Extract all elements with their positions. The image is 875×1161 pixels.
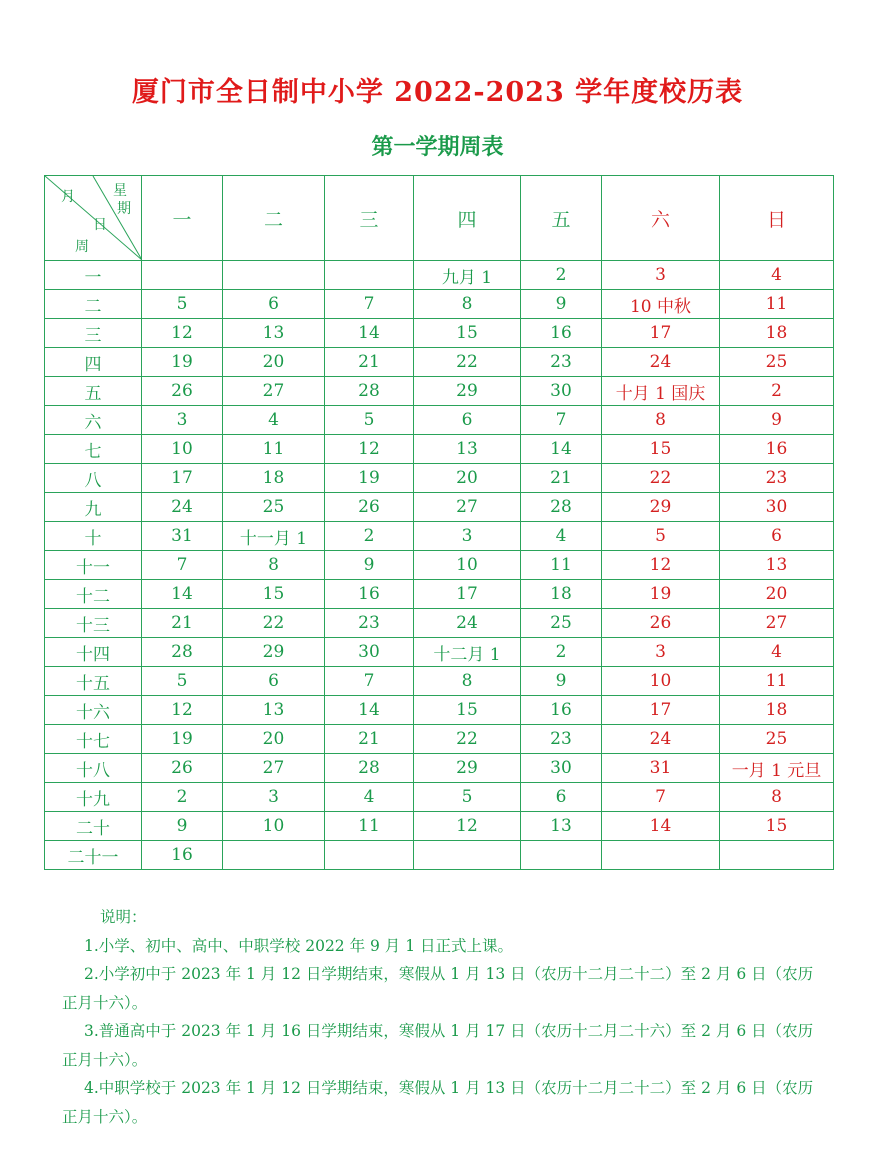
day-cell: 28 [142, 638, 223, 667]
day-cell: 11 [325, 812, 414, 841]
weekend-day-cell: 19 [602, 580, 720, 609]
week-label: 二十一 [45, 841, 142, 870]
week-row [45, 725, 834, 754]
day-cell: 7 [142, 551, 223, 580]
day-cell: 15 [223, 580, 325, 609]
weekend-day-cell: 17 [602, 696, 720, 725]
day-cell: 13 [223, 696, 325, 725]
weekend-day-cell: 31 [602, 754, 720, 783]
day-cell: 25 [223, 493, 325, 522]
day-cell: 16 [521, 696, 602, 725]
day-cell: 26 [142, 377, 223, 406]
week-label: 十三 [45, 609, 142, 638]
day-cell: 9 [521, 290, 602, 319]
weekday-header-tue: 二 [223, 176, 325, 261]
day-cell [325, 261, 414, 290]
day-cell: 29 [414, 377, 521, 406]
day-cell: 5 [414, 783, 521, 812]
day-cell [521, 841, 602, 870]
day-cell: 21 [325, 725, 414, 754]
day-cell: 22 [414, 725, 521, 754]
note-item-2: 2.小学初中于 2023 年 1 月 12 日学期结束，寒假从 1 月 13 日（农历十二月二十二）至 2 月 6 日（农历正月十六）。 [62, 965, 814, 1012]
day-cell: 8 [223, 551, 325, 580]
weekend-day-cell: 3 [602, 261, 720, 290]
week-row [45, 348, 834, 377]
day-cell: 20 [223, 348, 325, 377]
day-cell: 15 [414, 696, 521, 725]
day-cell: 9 [325, 551, 414, 580]
weekday-header-thu: 四 [414, 176, 521, 261]
weekend-day-cell: 16 [720, 435, 834, 464]
note-item-1: 1.小学、初中、高中、中职学校 2022 年 9 月 1 日正式上课。 [84, 936, 514, 955]
weekend-day-cell: 29 [602, 493, 720, 522]
day-cell: 12 [142, 319, 223, 348]
week-label: 十五 [45, 667, 142, 696]
day-cell: 19 [142, 725, 223, 754]
day-cell: 16 [325, 580, 414, 609]
week-row [45, 406, 834, 435]
day-cell: 11 [223, 435, 325, 464]
weekend-day-cell: 13 [720, 551, 834, 580]
weekend-day-cell: 25 [720, 725, 834, 754]
day-cell: 10 [142, 435, 223, 464]
weekday-header-mon: 一 [142, 176, 223, 261]
day-cell: 11 [521, 551, 602, 580]
day-cell: 25 [521, 609, 602, 638]
day-cell: 16 [142, 841, 223, 870]
day-cell: 3 [223, 783, 325, 812]
weekend-day-cell: 一月 1 元旦 [720, 754, 834, 783]
day-cell: 2 [325, 522, 414, 551]
day-cell: 28 [325, 377, 414, 406]
day-cell: 23 [521, 725, 602, 754]
day-cell: 20 [223, 725, 325, 754]
day-cell: 24 [414, 609, 521, 638]
day-cell: 6 [414, 406, 521, 435]
day-cell: 5 [325, 406, 414, 435]
day-cell: 2 [521, 638, 602, 667]
weekday-header-sun: 日 [720, 176, 834, 261]
day-cell: 7 [325, 667, 414, 696]
week-label: 五 [45, 377, 142, 406]
week-row [45, 435, 834, 464]
week-row [45, 812, 834, 841]
weekday-header-wed: 三 [325, 176, 414, 261]
day-cell: 2 [142, 783, 223, 812]
week-label: 十四 [45, 638, 142, 667]
day-cell: 15 [414, 319, 521, 348]
week-label: 六 [45, 406, 142, 435]
day-cell: 7 [325, 290, 414, 319]
day-cell: 21 [521, 464, 602, 493]
week-row [45, 754, 834, 783]
week-label: 十七 [45, 725, 142, 754]
day-cell: 24 [142, 493, 223, 522]
day-cell: 26 [142, 754, 223, 783]
week-label: 二 [45, 290, 142, 319]
day-cell: 10 [414, 551, 521, 580]
notes-heading: 说明： [100, 908, 147, 926]
day-cell: 21 [142, 609, 223, 638]
weekend-day-cell: 7 [602, 783, 720, 812]
day-cell: 8 [414, 667, 521, 696]
week-row [45, 551, 834, 580]
week-row [45, 290, 834, 319]
day-cell: 29 [414, 754, 521, 783]
day-cell: 14 [142, 580, 223, 609]
day-cell: 30 [521, 754, 602, 783]
day-cell: 9 [142, 812, 223, 841]
day-cell: 4 [223, 406, 325, 435]
weekend-day-cell: 11 [720, 667, 834, 696]
day-cell: 4 [325, 783, 414, 812]
day-cell: 27 [414, 493, 521, 522]
calendar-table [44, 175, 834, 870]
day-cell: 14 [521, 435, 602, 464]
week-label: 十一 [45, 551, 142, 580]
week-row [45, 261, 834, 290]
day-cell: 3 [414, 522, 521, 551]
day-cell: 20 [414, 464, 521, 493]
weekend-day-cell: 17 [602, 319, 720, 348]
corner-cell [45, 176, 142, 261]
weekend-day-cell: 24 [602, 725, 720, 754]
week-label: 十二 [45, 580, 142, 609]
day-cell: 2 [521, 261, 602, 290]
weekend-day-cell: 10 中秋 [602, 290, 720, 319]
week-row [45, 580, 834, 609]
day-cell: 27 [223, 377, 325, 406]
weekend-day-cell: 15 [602, 435, 720, 464]
day-cell: 23 [325, 609, 414, 638]
day-cell: 19 [142, 348, 223, 377]
weekend-day-cell: 24 [602, 348, 720, 377]
day-cell: 12 [414, 812, 521, 841]
day-cell: 5 [142, 667, 223, 696]
week-label: 十六 [45, 696, 142, 725]
corner-month-label: 月 [61, 189, 75, 205]
weekend-day-cell: 4 [720, 261, 834, 290]
weekend-day-cell: 9 [720, 406, 834, 435]
weekend-day-cell: 15 [720, 812, 834, 841]
day-cell: 6 [223, 667, 325, 696]
week-label: 九 [45, 493, 142, 522]
week-row [45, 464, 834, 493]
day-cell: 26 [325, 493, 414, 522]
day-cell: 6 [521, 783, 602, 812]
notes-section [62, 903, 822, 1131]
day-cell: 28 [325, 754, 414, 783]
weekday-header-sat: 六 [602, 176, 720, 261]
weekend-day-cell: 30 [720, 493, 834, 522]
note-item-4: 4.中职学校于 2023 年 1 月 12 日学期结束，寒假从 1 月 13 日（农历十二月二十二）至 2 月 6 日（农历正月十六）。 [62, 1079, 814, 1126]
day-cell: 29 [223, 638, 325, 667]
weekend-day-cell: 8 [720, 783, 834, 812]
day-cell: 17 [142, 464, 223, 493]
weekend-day-cell [602, 841, 720, 870]
day-cell: 27 [223, 754, 325, 783]
day-cell [142, 261, 223, 290]
day-cell: 18 [223, 464, 325, 493]
header-row [45, 176, 834, 261]
weekend-day-cell: 4 [720, 638, 834, 667]
day-cell: 8 [414, 290, 521, 319]
day-cell: 5 [142, 290, 223, 319]
day-cell: 14 [325, 319, 414, 348]
week-row [45, 377, 834, 406]
weekend-day-cell: 25 [720, 348, 834, 377]
note-item-3: 3.普通高中于 2023 年 1 月 16 日学期结束，寒假从 1 月 17 日（农历十二月二十六）至 2 月 6 日（农历正月十六）。 [62, 1022, 814, 1069]
day-cell [325, 841, 414, 870]
weekend-day-cell: 23 [720, 464, 834, 493]
week-row [45, 522, 834, 551]
week-label: 二十 [45, 812, 142, 841]
day-cell: 13 [223, 319, 325, 348]
day-cell: 14 [325, 696, 414, 725]
week-label: 八 [45, 464, 142, 493]
week-label: 七 [45, 435, 142, 464]
day-cell: 12 [142, 696, 223, 725]
weekend-day-cell: 12 [602, 551, 720, 580]
weekend-day-cell: 22 [602, 464, 720, 493]
weekday-header-fri: 五 [521, 176, 602, 261]
week-row [45, 696, 834, 725]
week-row [45, 667, 834, 696]
page-title: 厦门市全日制中小学 2022-2023 学年度校历表 [131, 77, 744, 108]
weekend-day-cell: 20 [720, 580, 834, 609]
day-cell: 12 [325, 435, 414, 464]
day-cell: 28 [521, 493, 602, 522]
day-cell: 10 [223, 812, 325, 841]
weekend-day-cell: 14 [602, 812, 720, 841]
day-cell: 3 [142, 406, 223, 435]
day-cell: 13 [414, 435, 521, 464]
weekend-day-cell: 18 [720, 319, 834, 348]
day-cell: 22 [414, 348, 521, 377]
weekend-day-cell: 8 [602, 406, 720, 435]
day-cell: 13 [521, 812, 602, 841]
day-cell: 9 [521, 667, 602, 696]
weekend-day-cell [720, 841, 834, 870]
week-row [45, 841, 834, 870]
week-label: 一 [45, 261, 142, 290]
weekend-day-cell: 27 [720, 609, 834, 638]
week-label: 十八 [45, 754, 142, 783]
day-cell: 十一月 1 [223, 522, 325, 551]
day-cell: 17 [414, 580, 521, 609]
day-cell: 30 [521, 377, 602, 406]
day-cell: 18 [521, 580, 602, 609]
week-row [45, 638, 834, 667]
page-subtitle: 第一学期周表 [371, 134, 504, 160]
weekend-day-cell: 11 [720, 290, 834, 319]
weekend-day-cell: 5 [602, 522, 720, 551]
day-cell: 30 [325, 638, 414, 667]
weekend-day-cell: 18 [720, 696, 834, 725]
day-cell: 7 [521, 406, 602, 435]
day-cell: 23 [521, 348, 602, 377]
week-row [45, 609, 834, 638]
weekend-day-cell: 2 [720, 377, 834, 406]
day-cell: 31 [142, 522, 223, 551]
day-cell [223, 841, 325, 870]
day-cell: 16 [521, 319, 602, 348]
week-label: 四 [45, 348, 142, 377]
weekend-day-cell: 3 [602, 638, 720, 667]
day-cell: 19 [325, 464, 414, 493]
weekend-day-cell: 26 [602, 609, 720, 638]
day-cell: 6 [223, 290, 325, 319]
day-cell: 十二月 1 [414, 638, 521, 667]
weekend-day-cell: 6 [720, 522, 834, 551]
day-cell: 4 [521, 522, 602, 551]
week-row [45, 493, 834, 522]
day-cell: 22 [223, 609, 325, 638]
day-cell [414, 841, 521, 870]
week-label: 十 [45, 522, 142, 551]
day-cell: 21 [325, 348, 414, 377]
week-row [45, 783, 834, 812]
day-cell [223, 261, 325, 290]
corner-xing-label: 星 [113, 183, 127, 199]
weekend-day-cell: 10 [602, 667, 720, 696]
weekend-day-cell: 十月 1 国庆 [602, 377, 720, 406]
week-row [45, 319, 834, 348]
corner-qi-label: 期 [117, 201, 131, 217]
corner-week-label: 周 [75, 239, 89, 255]
corner-day-label: 日 [93, 217, 107, 233]
day-cell: 九月 1 [414, 261, 521, 290]
week-label: 十九 [45, 783, 142, 812]
week-label: 三 [45, 319, 142, 348]
